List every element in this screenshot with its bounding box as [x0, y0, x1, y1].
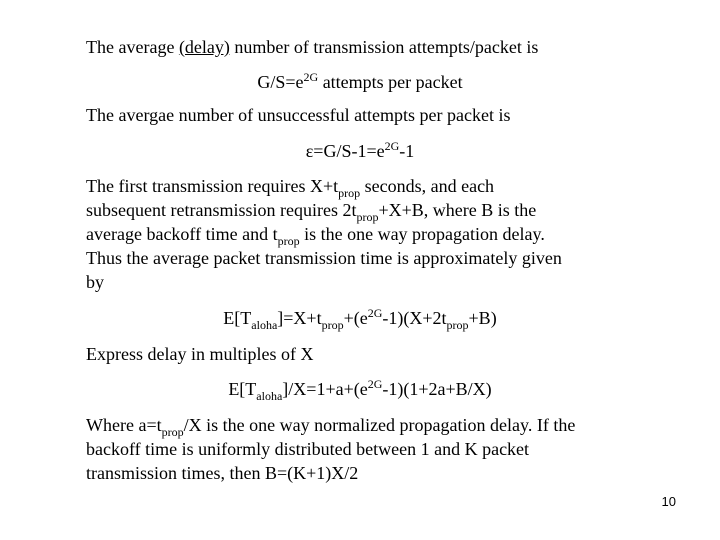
equation-text: -1)(1+2a+B/X) [382, 379, 492, 399]
text-run: /X is the one way normalized propagation delay. If the [183, 415, 576, 435]
paragraph-2-line-1 [86, 413, 575, 437]
text-run: subsequent retransmission requires 2t [86, 200, 357, 220]
subscript: prop [321, 318, 344, 332]
subscript: prop [446, 318, 469, 332]
equation-unsuccessful [0, 139, 720, 163]
subscript: aloha [251, 318, 278, 332]
text-run: number of transmission attempts/packet is [229, 37, 539, 57]
paragraph-2-line-2: backoff time is uniformly distributed between 1 and K packet [86, 439, 530, 459]
paragraph-1-line-2 [86, 198, 536, 222]
subscript: prop [161, 425, 184, 439]
equation-text: ]=X+t [277, 308, 322, 328]
paragraph-1-line-5: by [86, 272, 104, 292]
text-run: seconds, and each [360, 176, 495, 196]
underlined-word: (delay) [178, 37, 230, 57]
paragraph-1-line-4: Thus the average packet transmission time is approximately given [86, 248, 562, 268]
intro-line-attempts [86, 35, 538, 59]
exponent: 2G [303, 70, 319, 84]
line-express-delay: Express delay in multiples of X [86, 344, 314, 364]
text-run: The average [86, 37, 179, 57]
text-run: average backoff time and t [86, 224, 278, 244]
paragraph-1-line-3 [86, 222, 545, 246]
equation-text: +(e [343, 308, 368, 328]
equation-normalized-delay [0, 377, 720, 401]
equation-text: +B) [468, 308, 497, 328]
exponent: 2G [367, 306, 383, 320]
equation-text: G/S=e [257, 72, 304, 92]
paragraph-1-line-1 [86, 174, 494, 198]
equation-text: E[T [223, 308, 252, 328]
subscript: prop [356, 210, 379, 224]
subscript: aloha [256, 389, 283, 403]
equation-transmission-time [0, 306, 720, 330]
equation-text: -1 [399, 141, 415, 161]
exponent: 2G [367, 377, 383, 391]
text-run: +X+B, where B is the [378, 200, 537, 220]
equation-text: ε=G/S-1=e [305, 141, 385, 161]
equation-text: -1)(X+2t [382, 308, 447, 328]
text-run: is the one way propagation delay. [299, 224, 545, 244]
line-unsuccessful: The avergae number of unsuccessful attempts per packet is [86, 105, 511, 125]
equation-text: E[T [228, 379, 257, 399]
page-number: 10 [661, 494, 676, 509]
paragraph-2-line-3: transmission times, then B=(K+1)X/2 [86, 463, 359, 483]
equation-text: ]/X=1+a+(e [282, 379, 368, 399]
subscript: prop [338, 186, 361, 200]
equation-text: attempts per packet [318, 72, 463, 92]
text-run: Where a=t [86, 415, 162, 435]
text-run: The first transmission requires X+t [86, 176, 339, 196]
exponent: 2G [384, 139, 400, 153]
subscript: prop [277, 234, 300, 248]
equation-attempts [0, 70, 720, 94]
